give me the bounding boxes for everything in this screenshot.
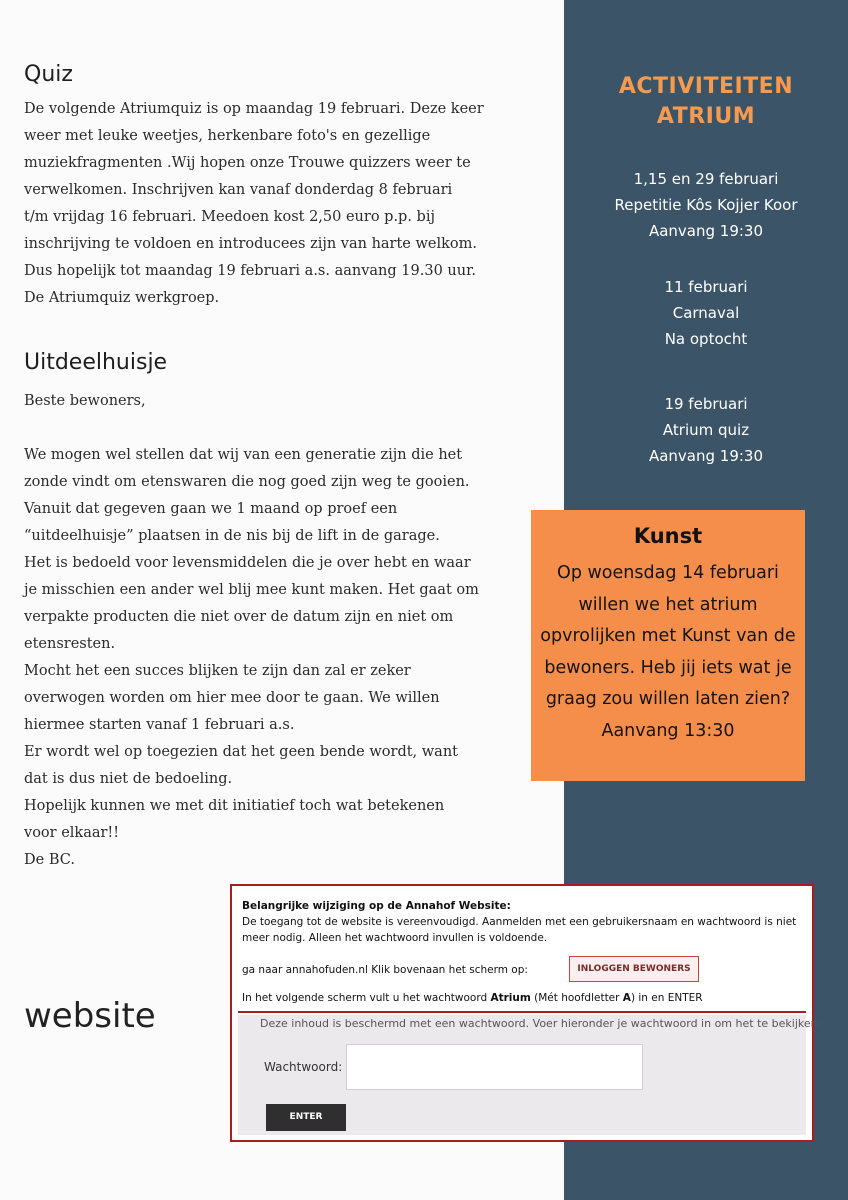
kunst-line: opvrolijken met Kunst van de (540, 626, 796, 646)
text-line: Het is bedoeld voor levensmiddelen die je over hebt en waar (24, 555, 471, 571)
goto-text: ga naar annahofuden.nl Klik bovenaan het scherm op: (242, 964, 528, 976)
text-line: Er wordt wel op toegezien dat het geen bende wordt, want (24, 744, 458, 760)
quiz-title: Quiz (24, 62, 73, 87)
event-name: Carnaval (672, 304, 740, 322)
quiz-text (24, 96, 544, 312)
uitdeel-text (24, 442, 544, 874)
event-time: Aanvang 19:30 (648, 222, 764, 240)
divider (238, 1011, 806, 1013)
uitdeel-greeting: Beste bewoners, (24, 393, 146, 409)
sidebar-event (564, 166, 848, 244)
kunst-line: Op woensdag 14 februari (557, 563, 779, 583)
kunst-callout (531, 510, 805, 781)
password-input[interactable] (346, 1044, 643, 1090)
text-line: De volgende Atriumquiz is op maandag 19 februari. Deze keer (24, 101, 484, 117)
text-line: overwogen worden om hier mee door te gaan. We willen (24, 690, 440, 706)
event-date: 19 februari (664, 395, 748, 413)
text-line: De BC. (24, 852, 75, 868)
uitdeel-title: Uitdeelhuisje (24, 350, 168, 375)
event-name: Repetitie Kôs Kojjer Koor (614, 196, 798, 214)
instr-letter: A (622, 992, 631, 1004)
text-line: etensresten. (24, 636, 116, 652)
text-line: verpakte producten die niet over de datum zijn en niet om (24, 609, 454, 625)
kunst-body (531, 558, 805, 747)
text-line: Mocht het een succes blijken te zijn dan zal er zeker (24, 663, 411, 679)
text-line: zonde vindt om etenswaren die nog goed zijn weg te gooien. (24, 474, 470, 490)
instr-mid: (Mét hoofdletter (530, 992, 623, 1004)
event-time: Aanvang 19:30 (648, 447, 764, 465)
text-line: We mogen wel stellen dat wij van een generatie zijn die het (24, 447, 463, 463)
protected-note: Deze inhoud is beschermd met een wachtwoord. Voer hieronder je wachtwoord in om het te bekijken: (260, 1017, 822, 1030)
website-instructions-box (230, 884, 822, 1142)
instr-prefix: In het volgende scherm vult u het wachtwoord (242, 992, 491, 1004)
sidebar-event (564, 391, 848, 469)
text-line: voor elkaar!! (24, 825, 120, 841)
text-line: Dus hopelijk tot maandag 19 februari a.s. aanvang 19.30 uur. (24, 263, 477, 279)
website-heading: website (24, 996, 156, 1036)
password-label: Wachtwoord: (264, 1060, 343, 1074)
text-line: Hopelijk kunnen we met dit initiatief toch wat betekenen (24, 798, 445, 814)
text-line: verwelkomen. Inschrijven kan vanaf donderdag 8 februari (24, 182, 453, 198)
password-instruction (242, 990, 703, 1006)
sidebar-title-line: ATRIUM (656, 104, 756, 129)
instr-password: Atrium (490, 992, 531, 1004)
text-line: t/m vrijdag 16 februari. Meedoen kost 2,50 euro p.p. bij (24, 209, 435, 225)
text-line: dat is dus niet de bedoeling. (24, 771, 233, 787)
sidebar-title-line: ACTIVITEITEN (618, 74, 794, 99)
kunst-line: willen we het atrium (578, 594, 758, 615)
text-line: hiermee starten vanaf 1 februari a.s. (24, 717, 295, 733)
event-time: Na optocht (664, 330, 748, 348)
event-date: 11 februari (664, 278, 748, 296)
sidebar-event (564, 274, 848, 352)
login-bewoners-button[interactable]: INLOGGEN BEWONERS (569, 956, 699, 982)
kunst-line: bewoners. Heb jij iets wat je (544, 657, 792, 678)
instr-suffix: ) in en ENTER (630, 992, 703, 1004)
kunst-title: Kunst (633, 524, 703, 548)
enter-button[interactable]: ENTER (266, 1104, 346, 1131)
box-title: Belangrijke wijziging op de Annahof Website: (242, 900, 511, 912)
text-line: inschrijving te voldoen en introducees zijn van harte welkom. (24, 236, 478, 252)
intro-line: De toegang tot de website is vereenvoudigd. Aanmelden met een gebruikersnaam en wachtwoord is niet (242, 916, 797, 928)
intro-line: meer nodig. Alleen het wachtwoord invullen is voldoende. (242, 932, 548, 944)
event-date: 1,15 en 29 februari (633, 170, 779, 188)
text-line: muziekfragmenten .Wij hopen onze Trouwe quizzers weer te (24, 155, 471, 171)
kunst-line: Aanvang 13:30 (601, 720, 735, 741)
kunst-line: graag zou willen laten zien? (545, 689, 791, 709)
text-line: weer met leuke weetjes, herkenbare foto's en gezellige (24, 128, 431, 144)
text-line: Vanuit dat gegeven gaan we 1 maand op proef een (24, 501, 398, 517)
event-name: Atrium quiz (662, 421, 750, 439)
sidebar-title (564, 72, 848, 132)
text-line: De Atriumquiz werkgroep. (24, 290, 220, 306)
text-line: je misschien een ander wel blij mee kunt maken. Het gaat om (24, 582, 479, 598)
text-line: “uitdeelhuisje” plaatsen in de nis bij de lift in de garage. (24, 528, 440, 544)
